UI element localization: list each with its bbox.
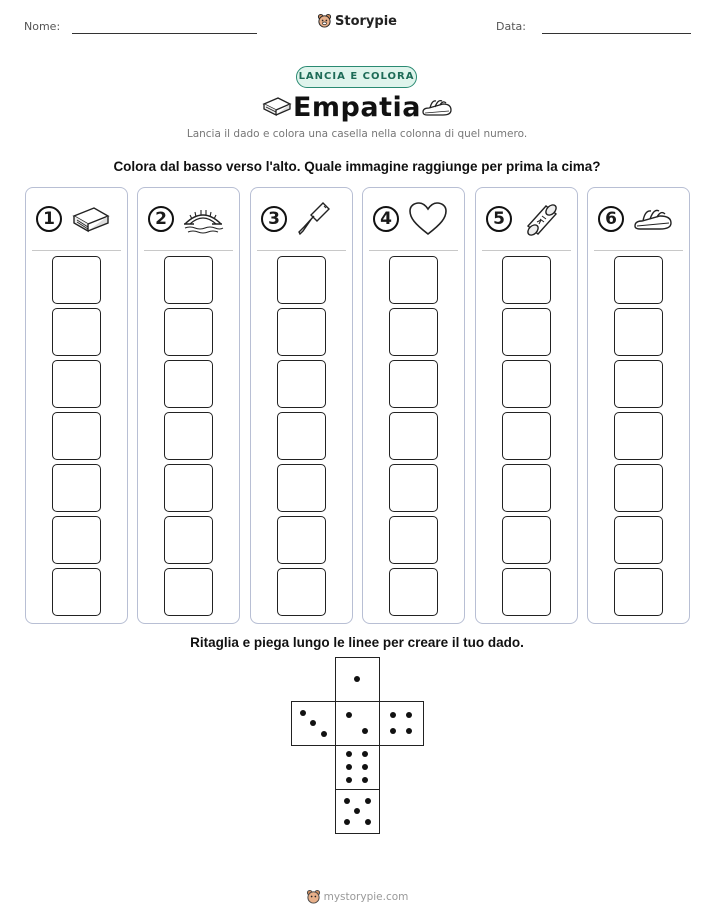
color-box[interactable] [52, 256, 101, 304]
color-box[interactable] [502, 256, 551, 304]
instruction-top: Colora dal basso verso l'alto. Quale immagine raggiunge per prima la cima? [113, 159, 601, 174]
color-box[interactable] [614, 568, 663, 616]
activity-badge: LANCIA E COLORA [296, 66, 417, 88]
color-box[interactable] [277, 256, 326, 304]
color-box[interactable] [502, 464, 551, 512]
column-number: 6 [598, 206, 624, 232]
sandal-icon [421, 96, 453, 118]
brand-logo [0, 13, 714, 32]
sandal-icon [632, 200, 674, 238]
color-box[interactable] [52, 464, 101, 512]
color-box[interactable] [389, 360, 438, 408]
book-icon [70, 200, 112, 238]
column-number: 1 [36, 206, 62, 232]
die-pip [362, 764, 368, 770]
color-box[interactable] [164, 568, 213, 616]
color-box[interactable] [52, 308, 101, 356]
color-box[interactable] [389, 256, 438, 304]
color-box[interactable] [502, 360, 551, 408]
color-box[interactable] [614, 516, 663, 564]
color-box[interactable] [52, 516, 101, 564]
heart-icon [407, 200, 449, 238]
die-face-2 [335, 701, 380, 746]
column-5 [475, 187, 578, 624]
chisel-icon [295, 200, 337, 238]
date-label: Data: [496, 20, 526, 33]
die-face-3 [291, 701, 336, 746]
column-1 [25, 187, 128, 624]
color-box[interactable] [614, 412, 663, 460]
die-face-5 [335, 789, 380, 834]
die-pip [346, 751, 352, 757]
color-box[interactable] [164, 464, 213, 512]
color-box[interactable] [164, 412, 213, 460]
page-title: Empatia [292, 92, 421, 123]
color-box[interactable] [164, 256, 213, 304]
color-box[interactable] [502, 412, 551, 460]
die-pip [406, 728, 412, 734]
column-divider [369, 250, 458, 251]
die-pip [321, 731, 327, 737]
column-4 [362, 187, 465, 624]
instruction-bottom: Ritaglia e piega lungo le linee per creare il tuo dado. [190, 635, 524, 650]
die-pip [362, 751, 368, 757]
die-pip [300, 710, 306, 716]
column-divider [32, 250, 121, 251]
column-number: 3 [261, 206, 287, 232]
color-box[interactable] [164, 360, 213, 408]
name-line [72, 33, 257, 34]
color-box[interactable] [389, 412, 438, 460]
color-box[interactable] [502, 568, 551, 616]
color-box[interactable] [502, 516, 551, 564]
column-6 [587, 187, 690, 624]
color-box[interactable] [277, 516, 326, 564]
column-number: 2 [148, 206, 174, 232]
die-pip [362, 728, 368, 734]
color-box[interactable] [52, 568, 101, 616]
die-pip [390, 728, 396, 734]
bridge-icon [182, 200, 224, 238]
footer [0, 889, 714, 907]
color-box[interactable] [389, 568, 438, 616]
color-box[interactable] [277, 308, 326, 356]
column-number: 4 [373, 206, 399, 232]
color-box[interactable] [52, 360, 101, 408]
color-box[interactable] [502, 308, 551, 356]
color-box[interactable] [614, 464, 663, 512]
column-number: 5 [486, 206, 512, 232]
bear-icon [317, 13, 332, 32]
footer-url: mystorypie.com [323, 891, 409, 903]
brand-name: Storypie [335, 14, 397, 29]
die-pip [346, 764, 352, 770]
die-pip [346, 777, 352, 783]
column-3 [250, 187, 353, 624]
die-face-6 [335, 745, 380, 790]
column-divider [482, 250, 571, 251]
die-pip [390, 712, 396, 718]
die-face-4 [379, 701, 424, 746]
scroll-icon [520, 200, 562, 238]
color-box[interactable] [52, 412, 101, 460]
bear-icon [306, 889, 321, 907]
color-box[interactable] [277, 412, 326, 460]
column-divider [257, 250, 346, 251]
die-pip [406, 712, 412, 718]
die-face-1 [335, 657, 380, 702]
color-box[interactable] [614, 308, 663, 356]
color-box[interactable] [389, 516, 438, 564]
color-box[interactable] [164, 516, 213, 564]
column-divider [144, 250, 233, 251]
die-pip [354, 676, 360, 682]
date-line [542, 33, 691, 34]
die-pip [354, 808, 360, 814]
die-pip [365, 819, 371, 825]
color-box[interactable] [614, 256, 663, 304]
color-box[interactable] [389, 308, 438, 356]
page-subtitle: Lancia il dado e colora una casella nella colonna di quel numero. [186, 128, 528, 140]
die-pip [362, 777, 368, 783]
color-box[interactable] [164, 308, 213, 356]
column-divider [594, 250, 683, 251]
die-pip [310, 720, 316, 726]
die-pip [365, 798, 371, 804]
name-label: Nome: [24, 20, 61, 33]
die-pip [344, 798, 350, 804]
color-box[interactable] [277, 464, 326, 512]
die-pip [346, 712, 352, 718]
color-box[interactable] [389, 464, 438, 512]
color-box[interactable] [614, 360, 663, 408]
die-pip [344, 819, 350, 825]
column-2 [137, 187, 240, 624]
color-box[interactable] [277, 360, 326, 408]
color-box[interactable] [277, 568, 326, 616]
